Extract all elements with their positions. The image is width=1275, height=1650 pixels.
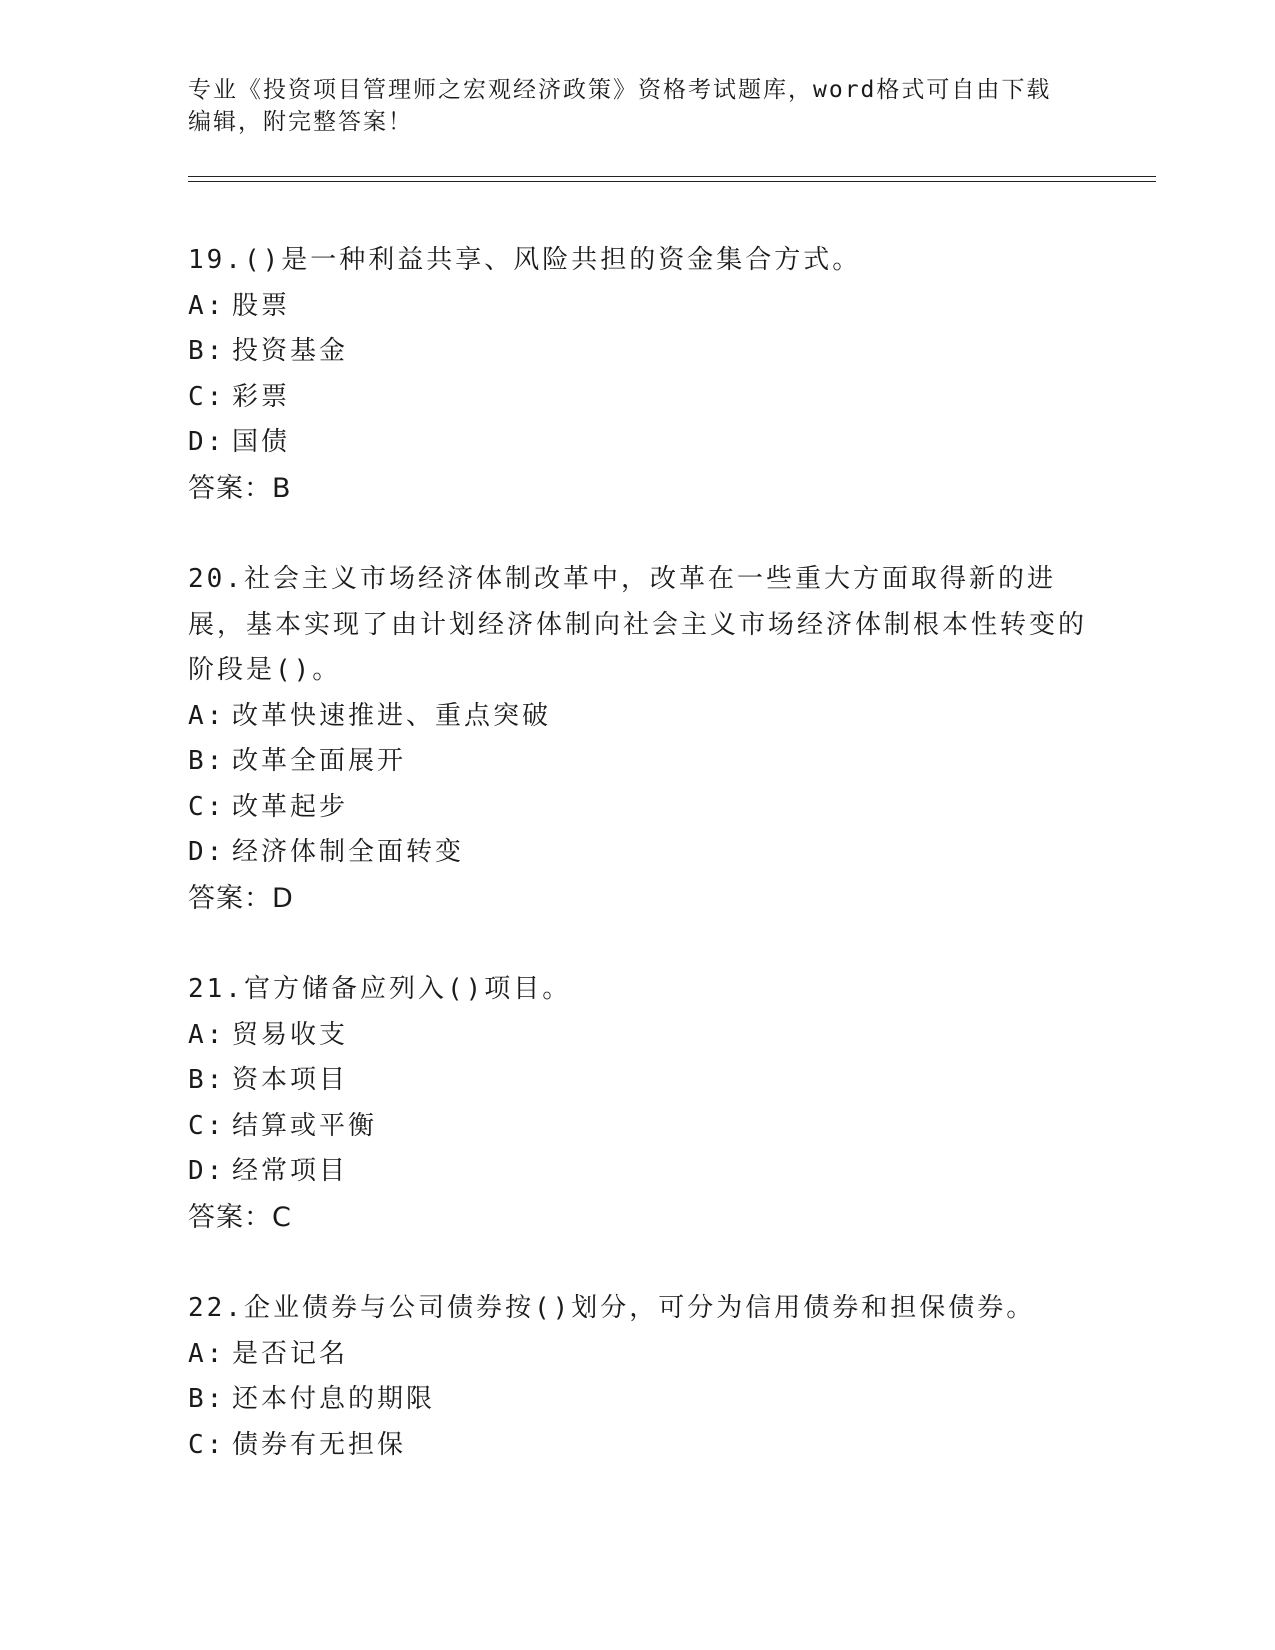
option-letter: D: — [188, 427, 226, 457]
option-text: 国债 — [232, 427, 291, 457]
header-divider-bottom — [188, 181, 1156, 182]
option-a — [188, 1332, 1088, 1378]
option-text: 股票 — [232, 290, 291, 321]
option-text: 改革快速推进、重点突破 — [232, 700, 552, 731]
question-list — [188, 238, 1088, 1514]
option-c — [188, 1423, 1088, 1469]
option-text: 还本付息的期限 — [232, 1384, 436, 1414]
option-b — [188, 1058, 1088, 1104]
question-22 — [188, 1286, 1088, 1468]
option-text: 经常项目 — [232, 1156, 349, 1186]
option-letter: C: — [188, 1429, 226, 1460]
option-letter: D: — [188, 1156, 226, 1186]
option-text: 是否记名 — [232, 1338, 349, 1369]
option-text: 投资基金 — [232, 336, 349, 366]
option-b — [188, 329, 1088, 375]
answer-line: 答案：C — [188, 1201, 292, 1233]
option-d — [188, 1149, 1088, 1195]
option-b — [188, 1377, 1088, 1423]
option-b — [188, 739, 1088, 785]
answer-line: 答案：D — [188, 882, 294, 914]
option-letter: B: — [188, 1065, 226, 1095]
option-text: 结算或平衡 — [232, 1110, 378, 1141]
option-letter: A: — [188, 1019, 226, 1050]
option-d — [188, 420, 1088, 466]
question-stem: 21.官方储备应列入()项目。 — [188, 974, 572, 1004]
option-letter: C: — [188, 791, 226, 822]
option-text: 资本项目 — [232, 1065, 349, 1095]
question-stem: 20.社会主义市场经济体制改革中，改革在一些重大方面取得新的进展，基本实现了由计划经济体制向社会主义市场经济体制根本性转变的阶段是()。 — [188, 564, 1088, 685]
document-header: 专业《投资项目管理师之宏观经济政策》资格考试题库，word格式可自由下载编辑，附完整答案！ — [188, 77, 1052, 135]
question-stem: 19.()是一种利益共享、风险共担的资金集合方式。 — [188, 245, 862, 275]
question-stem: 22.企业债券与公司债券按()划分，可分为信用债券和担保债券。 — [188, 1293, 1036, 1323]
answer-line: 答案：B — [188, 472, 292, 504]
question-19 — [188, 238, 1088, 511]
option-text: 彩票 — [232, 381, 291, 412]
option-c — [188, 1104, 1088, 1150]
option-letter: A: — [188, 1338, 226, 1369]
header-divider-top — [188, 176, 1156, 177]
option-c — [188, 375, 1088, 421]
option-text: 改革全面展开 — [232, 746, 407, 776]
option-letter: A: — [188, 290, 226, 321]
option-a — [188, 1013, 1088, 1059]
option-c — [188, 785, 1088, 831]
option-letter: A: — [188, 700, 226, 731]
option-text: 债券有无担保 — [232, 1429, 407, 1460]
option-text: 改革起步 — [232, 791, 349, 822]
option-text: 经济体制全面转变 — [232, 837, 465, 867]
question-20 — [188, 557, 1088, 921]
option-letter: B: — [188, 746, 226, 776]
option-a — [188, 284, 1088, 330]
option-letter: B: — [188, 1384, 226, 1414]
option-letter: C: — [188, 381, 226, 412]
option-text: 贸易收支 — [232, 1019, 349, 1050]
option-d — [188, 830, 1088, 876]
option-letter: D: — [188, 837, 226, 867]
question-21 — [188, 967, 1088, 1240]
option-letter: C: — [188, 1110, 226, 1141]
option-a — [188, 694, 1088, 740]
option-letter: B: — [188, 336, 226, 366]
